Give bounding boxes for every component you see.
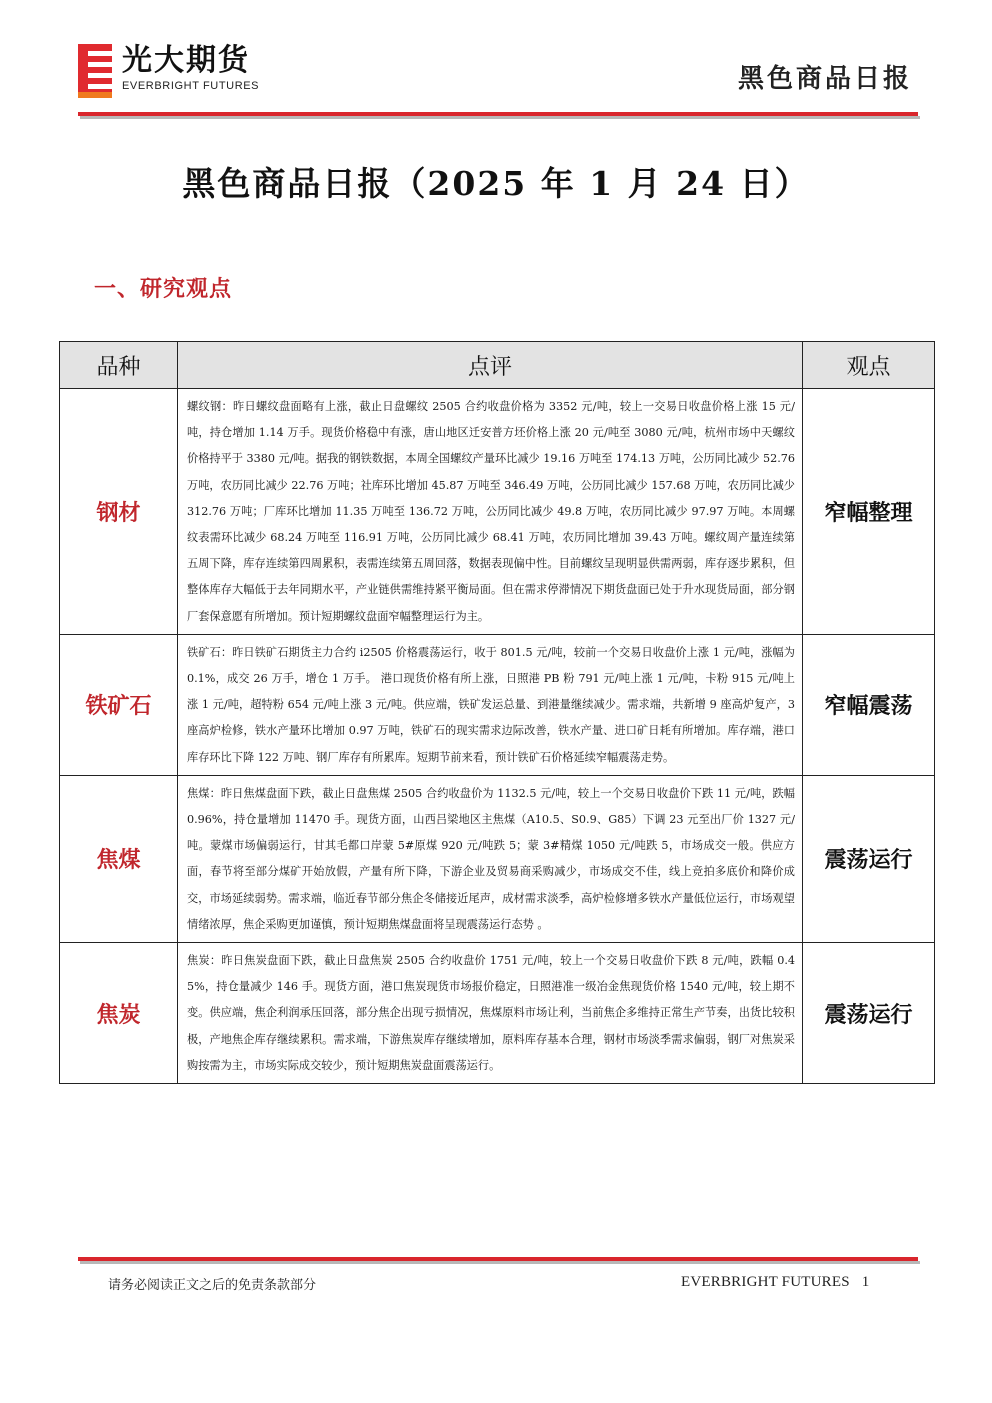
row-view: 震荡运行 <box>803 775 935 942</box>
company-logo <box>78 40 288 100</box>
header-divider-shadow <box>80 116 920 119</box>
footer-brand: EVERBRIGHT FUTURES <box>681 1274 850 1290</box>
header-view: 观点 <box>803 342 935 389</box>
footer-brand-page <box>681 1274 869 1291</box>
footer-divider-shadow <box>80 1261 920 1264</box>
header-comment: 点评 <box>178 342 803 389</box>
row-view: 窄幅震荡 <box>803 634 935 775</box>
table-row <box>60 943 935 1084</box>
table-row <box>60 389 935 635</box>
table-row <box>60 775 935 942</box>
logo-chinese-name: 光大期货 <box>122 43 250 78</box>
row-view: 窄幅整理 <box>803 389 935 635</box>
page-number: 1 <box>861 1274 870 1290</box>
row-view: 震荡运行 <box>803 943 935 1084</box>
header-variety: 品种 <box>60 342 178 389</box>
row-comment: 铁矿石：昨日铁矿石期货主力合约 i2505 价格震荡运行，收于 801.5 元/吨，较前一个交易日收盘价上涨 1 元/吨，涨幅为 0.1%，成交 26 万手，增仓 1 万手。 港口现货价格有所上涨，日照港 PB 粉 791 元/吨上涨 1 元/吨，卡粉 915 元/吨上涨 1 元/吨，超特粉 654 元/吨上涨 3 元/吨。供应端，铁矿发运总量、到港量继续减少。需求端，共新增 9 座高炉复产，3 座高炉检修，铁水产量环比增加 0.97 万吨，铁矿石的现实需求边际改善，铁水产量、进口矿日耗有所增加。库存端，港口库存环比下降 122 万吨、钢厂库存有所累库。短期节前来看，预计铁矿石价格延续窄幅震荡走势。 <box>178 634 803 775</box>
row-variety: 焦煤 <box>60 775 178 942</box>
table-header-row <box>60 342 935 389</box>
page-header <box>78 40 918 120</box>
row-variety: 焦炭 <box>60 943 178 1084</box>
header-report-title: 黑色商品日报 <box>737 64 912 94</box>
table-row <box>60 634 935 775</box>
row-variety: 钢材 <box>60 389 178 635</box>
logo-english-name: EVERBRIGHT FUTURES <box>122 80 260 92</box>
document-title: 黑色商品日报（2025 年 1 月 24 日） <box>182 164 810 203</box>
footer-disclaimer: 请务必阅读正文之后的免责条款部分 <box>108 1278 317 1293</box>
row-comment: 焦炭：昨日焦炭盘面下跌，截止日盘焦炭 2505 合约收盘价 1751 元/吨，较上一个交易日收盘价下跌 8 元/吨，跌幅 0.45%，持仓量减少 146 手。现货方面，港口焦炭现货市场报价稳定，日照港准一级冶金焦现货价格 1540 元/吨，较上期不变。供应端，焦企利润承压回落，部分焦企出现亏损情况，焦煤原料市场让利，当前焦企多维持正常生产节奏，出货比较积极，产地焦企库存继续累积。需求端，下游焦炭库存继续增加，原料库存基本合理，钢材市场淡季需求偏弱，钢厂对焦炭采购按需为主，市场实际成交较少，预计短期焦炭盘面震荡运行。 <box>178 943 803 1084</box>
everbright-logo-icon <box>78 44 112 98</box>
research-view-table <box>59 341 935 1084</box>
row-comment: 螺纹钢：昨日螺纹盘面略有上涨，截止日盘螺纹 2505 合约收盘价格为 3352 元/吨，较上一交易日收盘价格上涨 15 元/吨，持仓增加 1.14 万手。现货价格稳中有涨，唐山地区迁安普方坯价格上涨 20 元/吨至 3080 元/吨，杭州市场中天螺纹价格持平于 3380 元/吨。据我的钢铁数据，本周全国螺纹产量环比减少 19.16 万吨至 174.13 万吨，公历同比减少 52.76 万吨，农历同比减少 22.76 万吨；社库环比增加 45.87 万吨至 346.49 万吨，公历同比减少 157.68 万吨，农历同比减少 312.76 万吨；厂库环比增加 11.35 万吨至 136.72 万吨，公历同比减少 49.8 万吨，农历同比减少 97.97 万吨。本周螺纹表需环比减少 68.24 万吨至 116.91 万吨，公历同比减少 68.41 万吨，农历同比增加 39.43 万吨。螺纹周产量连续第五周下降，库存连续第四周累积，表需连续第五周回落，数据表现偏中性。目前螺纹呈现明显供需两弱，库存逐步累积，但整体库存大幅低于去年同期水平，产业链供需维持紧平衡局面。但在需求停滞情况下期货盘面已处于升水现货局面，部分钢厂套保意愿有所增加。预计短期螺纹盘面窄幅整理运行为主。 <box>178 389 803 635</box>
row-comment: 焦煤：昨日焦煤盘面下跌，截止日盘焦煤 2505 合约收盘价为 1132.5 元/吨，较上一个交易日收盘价下跌 11 元/吨，跌幅 0.96%，持仓量增加 11470 手。现货方面，山西吕梁地区主焦煤（A10.5、S0.9、G85）下调 23 元至出厂价 1327 元/吨。蒙煤市场偏弱运行，甘其毛都口岸蒙 5#原煤 920 元/吨跌 5；蒙 3#精煤 1050 元/吨跌 5，市场成交一般。供应方面，春节将至部分煤矿开始放假，产量有所下降，下游企业及贸易商采购减少，市场成交不佳，线上竞拍多底价和降价成交，市场延续弱势。需求端，临近春节部分焦企冬储接近尾声，成材需求淡季，高炉检修增多铁水产量低位运行，市场观望情绪浓厚，焦企采购更加谨慎，预计短期焦煤盘面将呈现震荡运行态势 。 <box>178 775 803 942</box>
row-variety: 铁矿石 <box>60 634 178 775</box>
section-title: 一、研究观点 <box>94 276 233 302</box>
